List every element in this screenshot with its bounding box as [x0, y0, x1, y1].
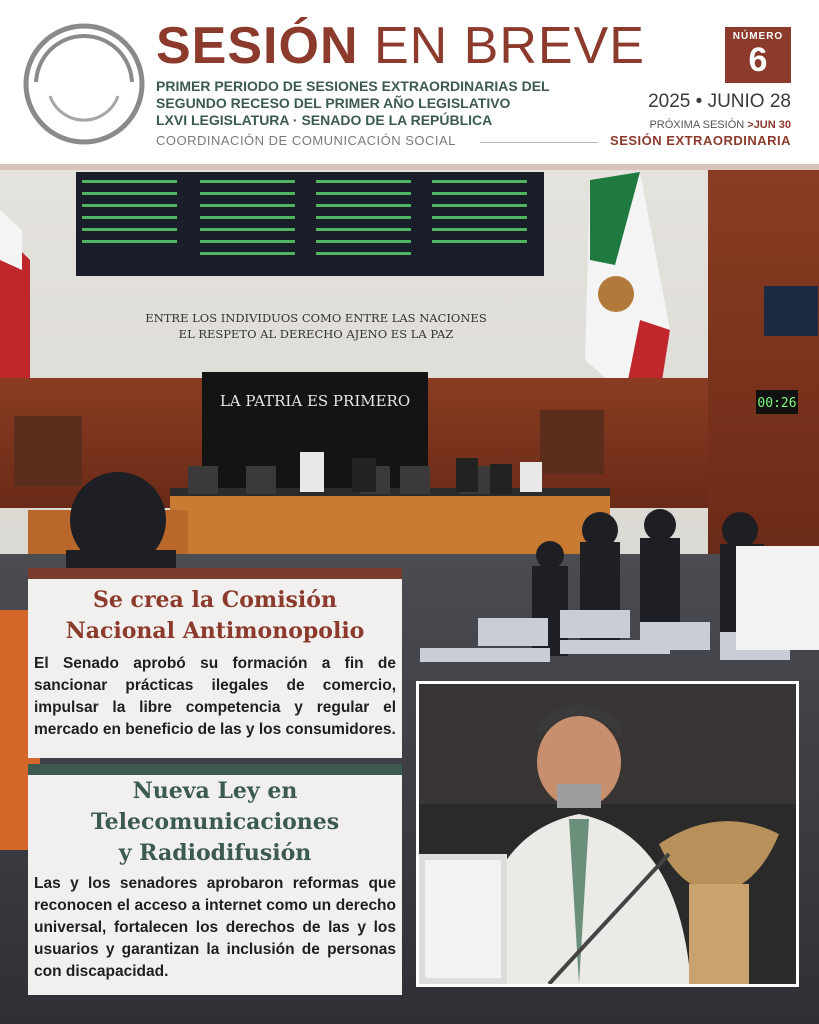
article-accent-bar [28, 568, 402, 579]
issue-date: 2025 • JUNIO 28 [648, 91, 791, 112]
article-heading-telecom [28, 776, 402, 869]
article-body-telecom: Las y los senadores aprobaron reformas que reconocen el acceso a internet como un derecho universal, fortalecen los derechos de las y los usuarios y garantizan la inclusión de personas con discapacidad. [34, 875, 396, 980]
heading-line: Se crea la Comisión [93, 587, 337, 613]
article-accent-bar [28, 764, 402, 775]
heading-line: y Radiodifusión [118, 840, 312, 866]
next-session-date: >JUN 30 [747, 119, 791, 131]
subtitle-line-1: PRIMER PERIODO DE SESIONES EXTRAORDINARIAS DEL [156, 78, 550, 94]
senator-portrait-photo [416, 681, 799, 987]
issue-number-badge [725, 27, 791, 83]
heading-line: Nacional Antimonopolio [65, 618, 365, 644]
subtitle-line-3: LXVI LEGISLATURA · SENADO DE LA REPÚBLICA [156, 112, 493, 128]
newsletter-title [156, 14, 645, 78]
article-heading-antimonopolio [28, 585, 402, 647]
next-session-label: PRÓXIMA SESIÓN [649, 119, 745, 131]
heading-line: Telecomunicaciones [90, 809, 340, 835]
wall-inscription-line1: ENTRE LOS INDIVIDUOS COMO ENTRE LAS NACIONES [145, 311, 487, 325]
issue-number: 6 [748, 41, 768, 79]
divider [480, 142, 598, 143]
subtitle-line-2: SEGUNDO RECESO DEL PRIMER AÑO LEGISLATIVO [156, 95, 511, 111]
next-session [649, 119, 791, 131]
title-light: EN BREVE [373, 17, 645, 75]
wall-inscription-line2: EL RESPETO AL DERECHO AJENO ES LA PAZ [178, 327, 454, 341]
chamber-clock: 00:26 [757, 396, 797, 411]
title-bold: SESIÓN [156, 17, 359, 75]
podium-motto: LA PATRIA ES PRIMERO [219, 392, 411, 410]
article-body-antimonopolio: El Senado aprobó su formación a fin de sancionar prácticas ilegales de comercio, impulsar la libre competencia y regular el mercado en beneficio de las y los consumidores. [34, 655, 396, 738]
session-type: SESIÓN EXTRAORDINARIA [610, 133, 791, 148]
heading-line: Nueva Ley en [132, 778, 298, 804]
issue-number-label: NÚMERO [732, 31, 784, 42]
masthead [0, 0, 819, 165]
coordination-label: COORDINACIÓN DE COMUNICACIÓN SOCIAL [156, 133, 456, 148]
senate-logo [22, 22, 146, 146]
